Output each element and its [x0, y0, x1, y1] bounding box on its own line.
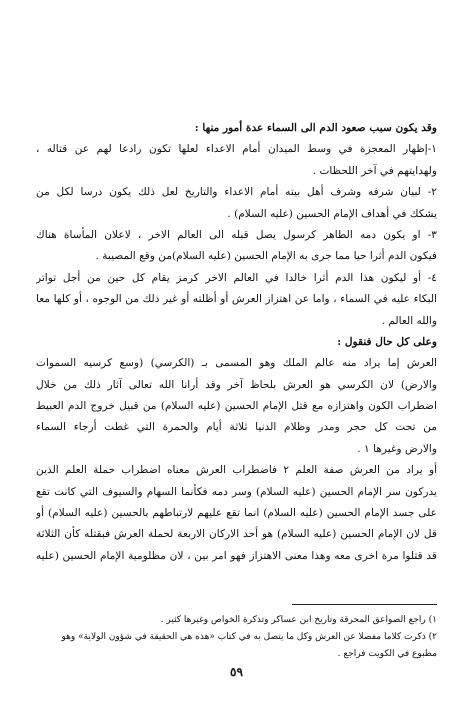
text-line: يدركون سر الإمام الحسين (عليه السلام) وسر دمه فكأنما السهام والسيوف التي كانت تقع [36, 485, 437, 498]
text-line: ٢- لبيان شرفه وشرف أهل بيته أمام الاعداء والتاريخ لعل ذلك يكون درسا لكل من [36, 186, 437, 199]
text-line: أو يراد من العرش صفة العلم ٢ فاضطراب العرش معناه اضطراب حملة العلم الذين [36, 464, 437, 477]
footnote-divider [292, 604, 437, 605]
text-line: قل لان الإمام الحسين (عليه السلام) هو أحد الاركان الاربعة لحملة العرش فبقتله كأن الثلاثة [36, 528, 437, 541]
text-line: البكاء عليه في السماء ، واما عن اهتزاز العرش أو أظلته أو غير ذلك من الوجوه ، أو كلها معا [36, 293, 437, 306]
text-line: قد قتلوا مرة اخرى معه وهذا معنى الاهتزاز فهو امر بين ، لان مظلومية الإمام الحسين (عليه [36, 549, 437, 562]
text-line: ولهدايتهم في آخر اللحظات . [312, 164, 437, 177]
footnotes [36, 612, 437, 663]
footnote-1: ١) راجع الصواعق المحرقة وتاريخ ابن عساكر وتذكرة الخواص وغيرها كثير . [160, 615, 437, 625]
text-line: ٣- او يكون دمه الطاهر كرسول يصل قبله الى العالم الاخر ، لاعلان المأساة هناك [36, 228, 437, 241]
main-text [36, 118, 437, 567]
text-line: ٤- أو ليكون هذا الدم أثرا خالدا في العالم الاخر كرمز يقام كل حين من أجل تواتر [36, 271, 437, 284]
text-line: والارض وغيرها ١ . [357, 442, 437, 455]
text-line: العرش إما يراد منه عالم الملك وهو المسمى بـ (الكرسي) (وسع كرسيه السموات [36, 357, 437, 370]
text-line: على جسد الإمام الحسين (عليه السلام) انما تقع عليهم لارتباطهم بالحسين (عليه السلام) أو [36, 507, 437, 520]
text-line: فيكون الدم أثرا حيا مما جرى به الإمام الحسين (عليه السلام)من وقع المصيبة . [95, 250, 437, 263]
text-line: اضطراب الكون واهتزازه مع قتل الإمام الحسين (عليه السلام) من قبيل خروج الدم العبيط [36, 400, 437, 413]
page-number: ٥٩ [230, 665, 243, 679]
section-heading: وعلى كل حال فنقول : [337, 335, 437, 348]
footnote-2: ٢) ذكرت كلاما مفصلا عن العرش وكل ما يتصل به في كتاب «هذه هي الحقيقة في شؤون الولاية» وهو [61, 632, 437, 642]
footnote-2-continued: مطبوع في الكويت فراجع . [337, 649, 437, 659]
text-line: ١-إظهار المعجزة في وسط الميدان أمام الاعداء لعلها تكون رادعا لهم عن قتاله ، [36, 143, 437, 156]
text-line: والارض) لان الكرسي هو العرش بلحاظ آخر وقد أرانا الله تعالى آثار ذلك من خلال [36, 378, 437, 391]
text-line: والله العالم . [381, 314, 437, 327]
text-line: من تحت كل حجر ومدر وظلام الدنيا ثلاثة أيام والحمرة التي غطت أرجاء السماء [36, 421, 437, 434]
intro-line: وقد يكون سبب صعود الدم الى السماء عدة أمور منها : [194, 122, 437, 134]
text-line: يشكك في أهداف الإمام الحسين (عليه السلام) . [227, 207, 437, 220]
